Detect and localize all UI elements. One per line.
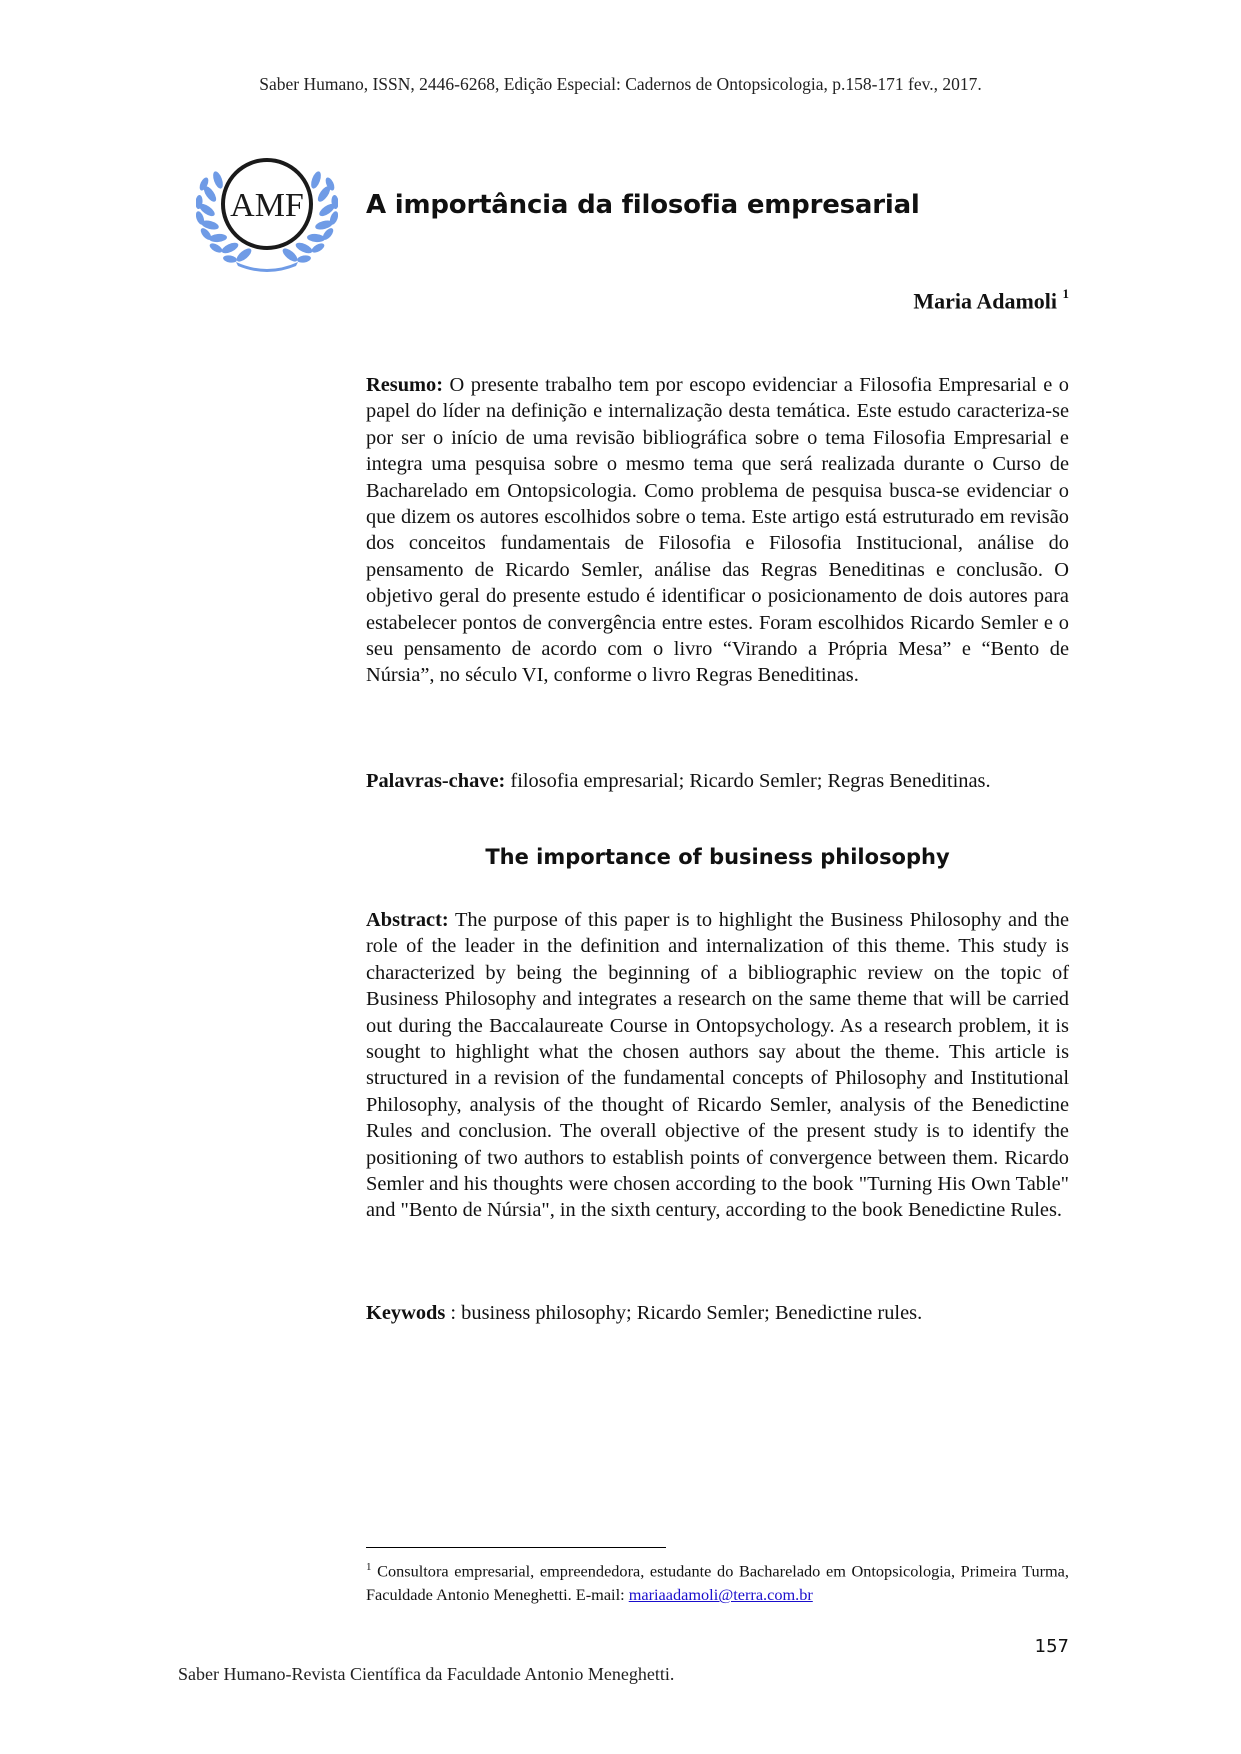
- logo-text: AMF: [230, 187, 304, 224]
- article-title: A importância da filosofia empresarial: [366, 190, 920, 220]
- running-header: Saber Humano, ISSN, 2446-6268, Edição Especial: Cadernos de Ontopsicologia, p.158-171 fev., 2017.: [259, 74, 982, 94]
- footnote-text: Consultora empresarial, empreendedora, estudante do Bacharelado em Ontopsicologia, Primeira Turma, Faculdade Antonio Meneghetti. E-mail:: [366, 1561, 1069, 1605]
- abstract-pt: [366, 372, 1069, 689]
- author-footnote-mark: 1: [1062, 286, 1069, 301]
- author-name: [913, 288, 1069, 314]
- keywords-pt: [366, 768, 1069, 794]
- keywords-pt-label: Palavras-chave:: [366, 770, 506, 792]
- article-title-en: The importance of business philosophy: [485, 845, 950, 869]
- keywords-en: [366, 1300, 1069, 1326]
- abstract-en-text: The purpose of this paper is to highlight the Business Philosophy and the role of the leader in the definition and internalization of this theme. This study is characterized by being the beginning of a bibliographic review on the topic of Business Philosophy and integrates a research on the same theme that will be carried out during the Baccalaureate Course in Ontopsychology. As a research problem, it is sought to highlight what the chosen authors say about the theme. This article is structured in a revision of the fundamental concepts of Philosophy and Institutional Philosophy, analysis of the thought of Ricardo Semler, analysis of the Benedictine Rules and conclusion. The overall objective of the present study is to identify the positioning of two authors to establish points of convergence between them. Ricardo Semler and his thoughts were chosen according to the book "Turning His Own Table" and "Bento de Núrsia", in the sixth century, according to the book Benedictine Rules.: [366, 909, 1070, 1222]
- footnote-divider: [366, 1547, 666, 1548]
- keywords-en-text: : business philosophy; Ricardo Semler; Benedictine rules.: [450, 1302, 923, 1324]
- keywords-en-label: Keywods: [366, 1302, 446, 1324]
- author-email-link[interactable]: mariaadamoli@terra.com.br: [628, 1585, 813, 1605]
- abstract-pt-text: O presente trabalho tem por escopo evidenciar a Filosofia Empresarial e o papel do líder na definição e internalização desta temática. Este estudo caracteriza-se por ser o início de uma revisão bibliográfica sobre o tema Filosofia Empresarial e integra uma pesquisa sobre o mesmo tema que será realizada durante o Curso de Bacharelado em Ontopsicologia. Como problema de pesquisa busca-se evidenciar o que dizem os autores escolhidos sobre o tema. Este artigo está estruturado em revisão dos conceitos fundamentais de Filosofia e Filosofia Institucional, análise do pensamento de Ricardo Semler, análise das Regras Beneditinas e conclusão. O objetivo geral do presente estudo é identificar o posicionamento de dois autores para estabelecer pontos de convergência entre estes. Foram escolhidos Ricardo Semler e o seu pensamento de acordo com o livro “Virando a Própria Mesa” e “Bento de Núrsia”, no século VI, conforme o livro Regras Beneditinas.: [366, 374, 1069, 687]
- keywords-pt-text: filosofia empresarial; Ricardo Semler; Regras Beneditinas.: [510, 770, 991, 792]
- abstract-pt-label: Resumo:: [366, 374, 444, 396]
- author-name-text: Maria Adamoli: [913, 288, 1057, 314]
- running-footer: Saber Humano-Revista Científica da Faculdade Antonio Meneghetti.: [178, 1664, 675, 1684]
- amf-logo: [196, 152, 338, 274]
- page-number: 157: [1034, 1636, 1069, 1657]
- footnote: [366, 1555, 1069, 1607]
- abstract-en: [366, 907, 1069, 1224]
- footnote-mark: 1: [366, 1561, 372, 1573]
- abstract-en-label: Abstract:: [366, 909, 449, 931]
